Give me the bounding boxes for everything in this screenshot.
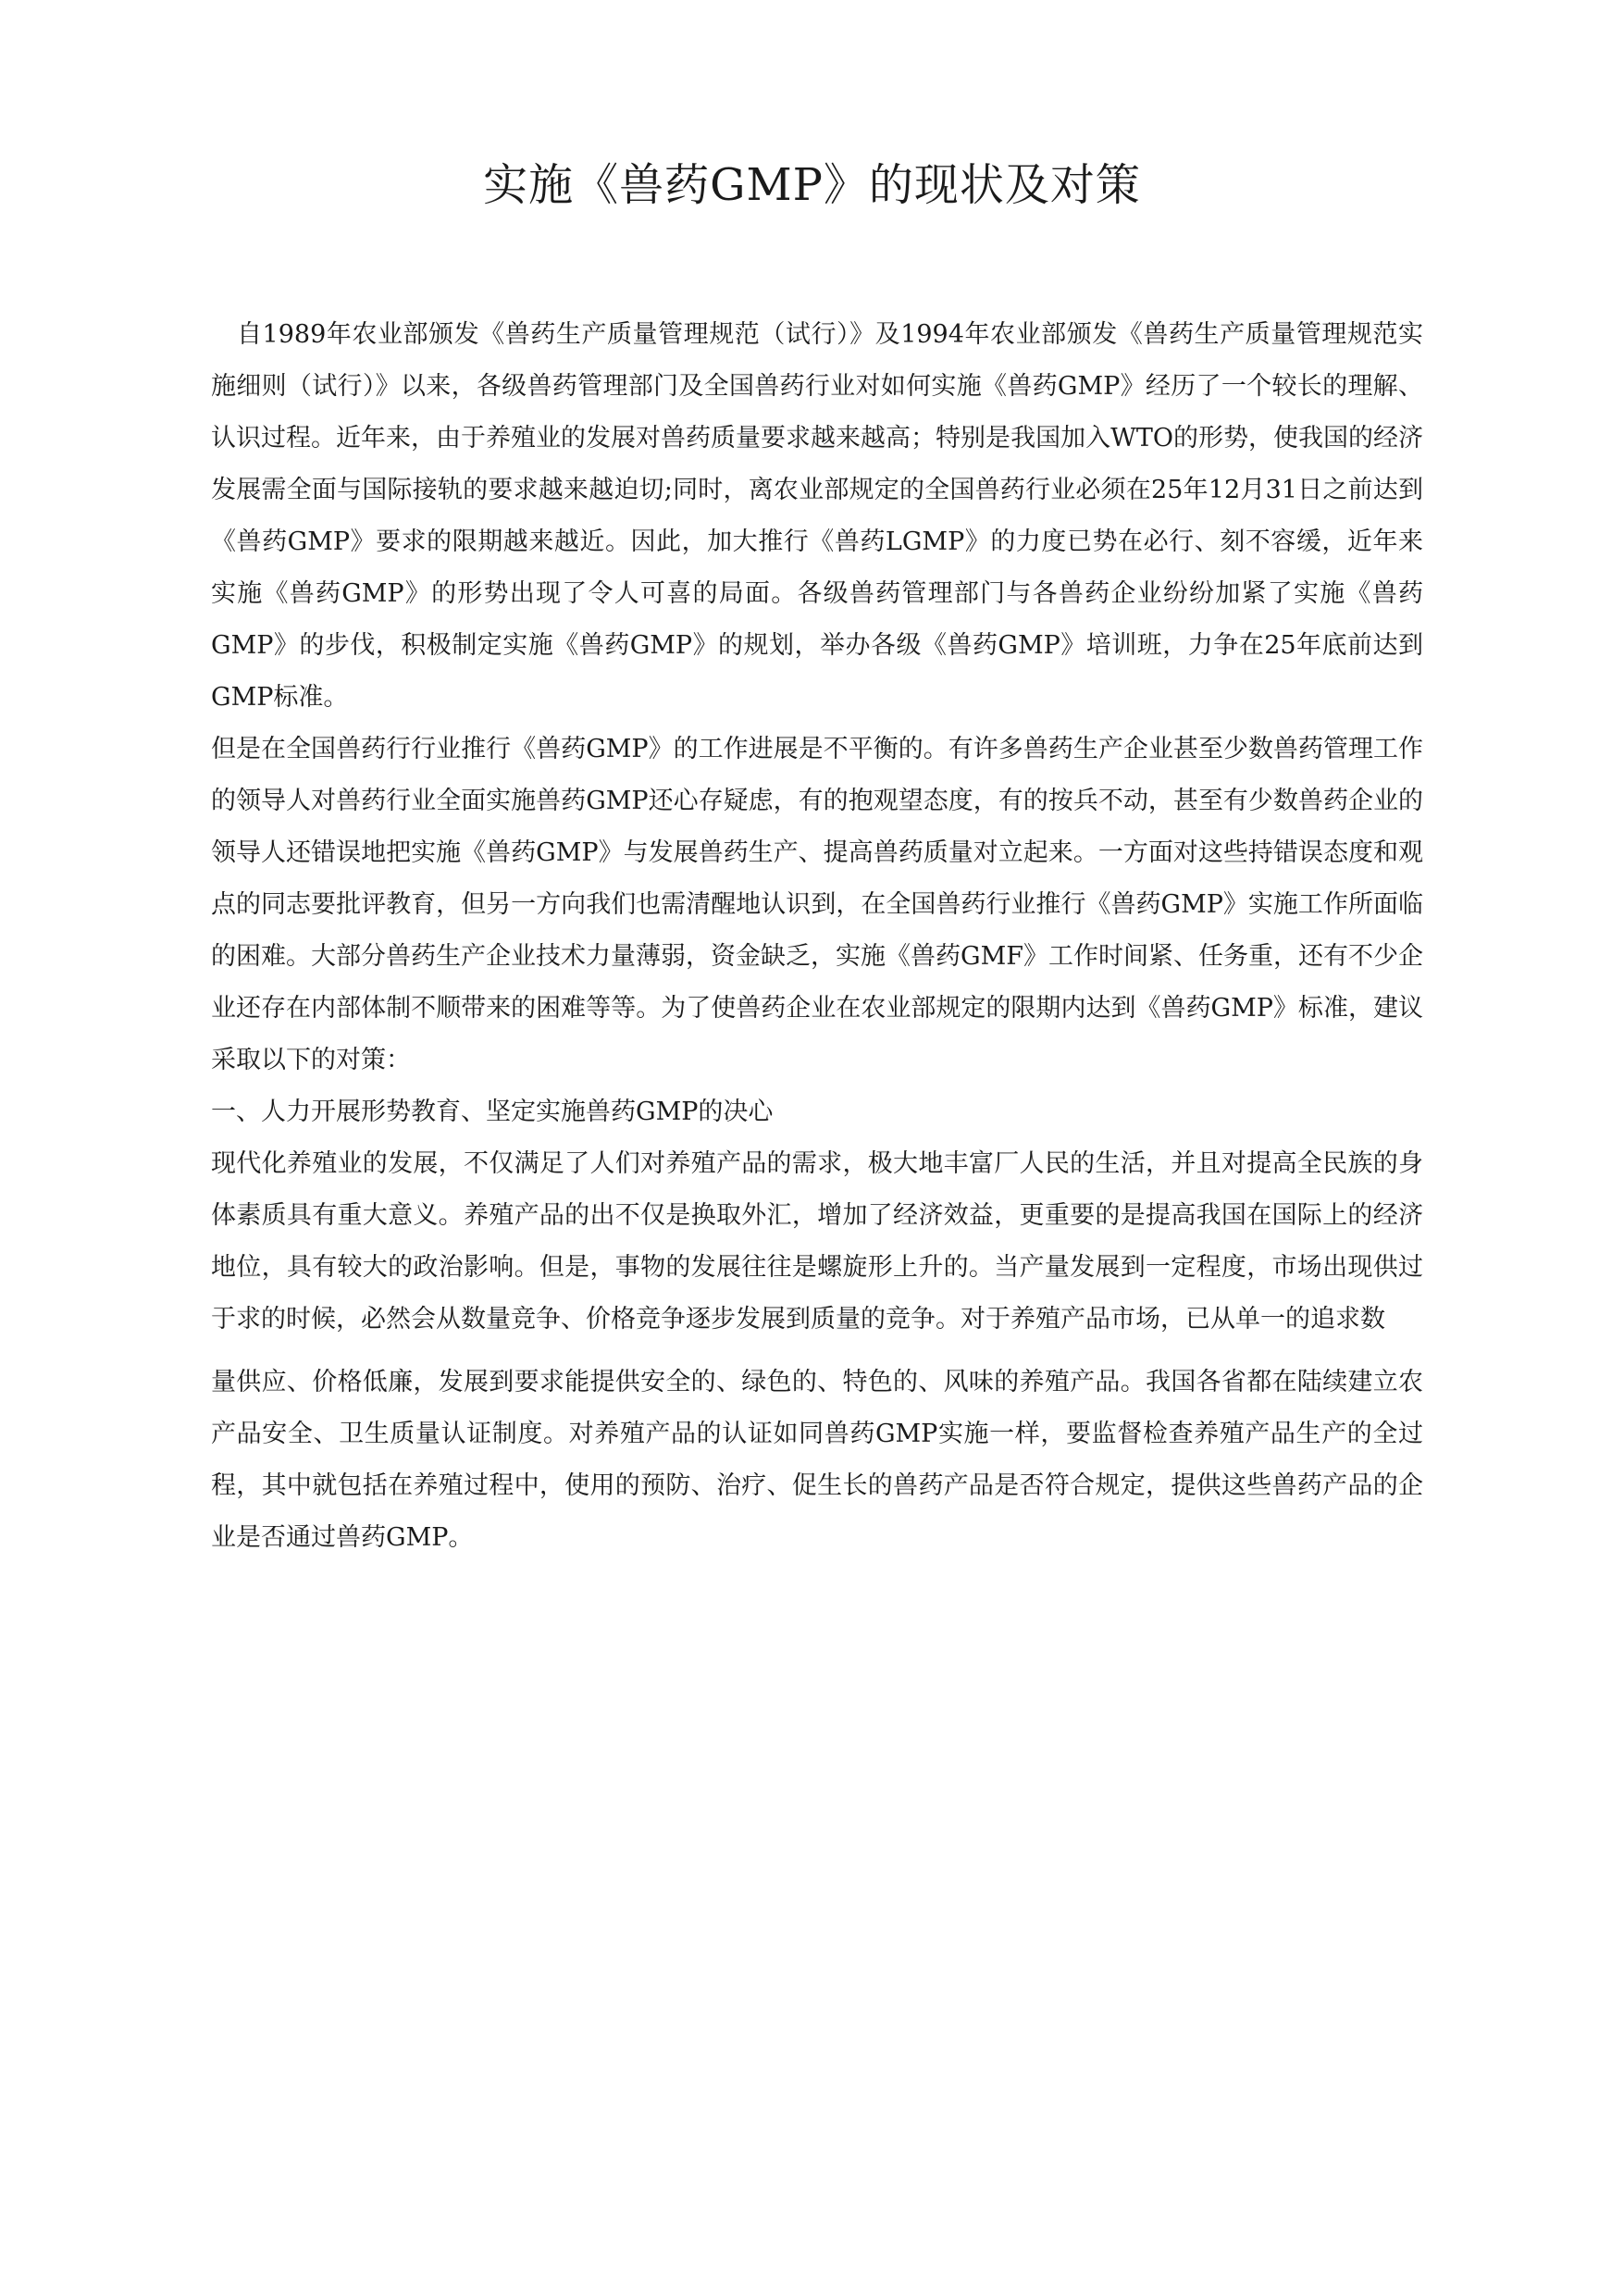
document-title: 实施《兽药GMP》的现状及对策 [483, 159, 1141, 211]
section-heading-1: 一、人力开展形势教育、坚定实施兽药GMP的决心 [211, 1098, 774, 1126]
paragraph-intro: 自1989年农业部颁发《兽药生产质量管理规范（试行）》及1994年农业部颁发《兽药生产质量管理规范实施细则（试行）》以来，各级兽药管理部门及全国兽药行业对如何实施《兽药GMP》经历了一个较长的理解、认识过程。近年来，由于养殖业的发展对兽药质量要求越来越高；特别是我国加入WTO的形势，使我国的经济发展需全面与国际接轨的要求越来越迫切;同时，离农业部规定的全国兽药行业必须在25年12月31日之前达到《兽药GMP》要求的限期越来越近。因此，加大推行《兽药LGMP》的力度已势在必行、刻不容缓，近年来实施《兽药GMP》的形势出现了令人可喜的局面。各级兽药管理部门与各兽药企业纷纷加紧了实施《兽药GMP》的步伐，积极制定实施《兽药GMP》的规划，举办各级《兽药GMP》培训班，力争在25年底前达到GMP标准。 [211, 320, 1423, 712]
document-body [211, 309, 1423, 1564]
paragraph-progress: 但是在全国兽药行行业推行《兽药GMP》的工作进展是不平衡的。有许多兽药生产企业甚至少数兽药管理工作的领导人对兽药行业全面实施兽药GMP还心存疑虑，有的抱观望态度，有的按兵不动，甚至有少数兽药企业的领导人还错误地把实施《兽药GMP》与发展兽药生产、提高兽药质量对立起来。一方面对这些持错误态度和观点的同志要批评教育，但另一方向我们也需清醒地认识到，在全国兽药行业推行《兽药GMP》实施工作所面临的困难。大部分兽药生产企业技术力量薄弱，资金缺乏，实施《兽药GMF》工作时间紧、任务重，还有不少企业还存在内部体制不顺带来的困难等等。为了使兽药企业在农业部规定的限期内达到《兽药GMP》标准，建议采取以下的对策： [211, 735, 1423, 1074]
paragraph-section-1-continued: 量供应、价格低廉，发展到要求能提供安全的、绿色的、特色的、风味的养殖产品。我国各省都在陆续建立农产品安全、卫生质量认证制度。对养殖产品的认证如同兽药GMP实施一样，要监督检查养殖产品生产的全过程，其中就包括在养殖过程中，使用的预防、治疗、促生长的兽药产品是否符合规定，提供这些兽药产品的企业是否通过兽药GMP。 [211, 1368, 1423, 1552]
paragraph-section-1: 现代化养殖业的发展，不仅满足了人们对养殖产品的需求，极大地丰富厂人民的生活，并且对提高全民族的身体素质具有重大意义。养殖产品的出不仅是换取外汇，增加了经济效益，更重要的是提高我国在国际上的经济地位，具有较大的政治影响。但是，事物的发展往往是螺旋形上升的。当产量发展到一定程度，市场出现供过于求的时候，必然会从数量竞争、价格竞争逐步发展到质量的竞争。对于养殖产品市场，已从单一的追求数 [211, 1149, 1423, 1334]
